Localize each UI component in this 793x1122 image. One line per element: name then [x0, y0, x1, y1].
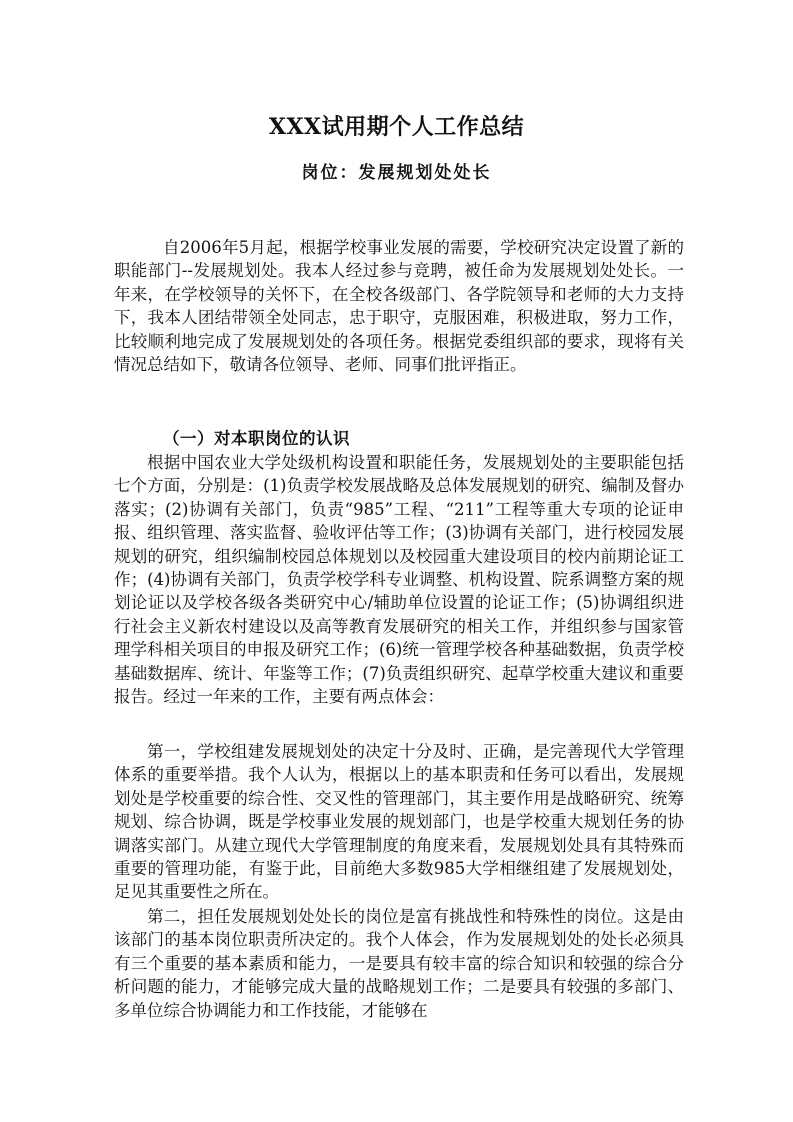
- document-title: XXX试用期个人工作总结: [268, 114, 525, 140]
- body-paragraph-first-point: 第一，学校组建发展规划处的决定十分及时、正确，是完善现代大学管理体系的重要举措。我个人认为，根据以上的基本职责和任务可以看出，发展规划处是学校重要的综合性、交叉性的管理部门，其主要作用是战略研究、统筹规划、综合协调，既是学校事业发展的规划部门，也是学校重大规划任务的协调落实部门。从建立现代大学管理制度的角度来看，发展规划处具有其特殊而重要的管理功能，有鉴于此，目前绝大多数985大学相继组建了发展规划处，足见其重要性之所在。: [114, 742, 684, 902]
- body-paragraph-second-point: 第二，担任发展规划处处长的岗位是富有挑战性和特殊性的岗位。这是由该部门的基本岗位职责所决定的。我个人体会，作为发展规划处的处长必须具有三个重要的基本素质和能力，一是要具有较丰富的综合知识和较强的综合分析问题的能力，才能够完成大量的战略规划工作；二是要具有较强的多部门、多单位综合协调能力和工作技能，才能够在: [114, 907, 684, 1020]
- intro-paragraph: 自2006年5月起，根据学校事业发展的需要，学校研究决定设置了新的职能部门--发展规划处。我本人经过参与竞聘，被任命为发展规划处处长。一年来，在学校领导的关怀下，在全校各级部门、各学院领导和老师的大力支持下，我本人团结带领全处同志，忠于职守，克服困难，积极进取，努力工作，比较顺利地完成了发展规划处的各项任务。根据党委组织部的要求，现将有关情况总结如下，敬请各位领导、老师、同事们批评指正。: [114, 238, 684, 375]
- document-subtitle: 岗位：发展规划处处长: [301, 163, 492, 183]
- body-paragraph-duties: 根据中国农业大学处级机构设置和职能任务，发展规划处的主要职能包括七个方面，分别是：(1)负责学校发展战略及总体发展规划的研究、编制及督办落实；(2)协调有关部门，负责“985”工程、“211”工程等重大专项的论证申报、组织管理、落实监督、验收评估等工作；(3)协调有关部门，进行校园发展规划的研究，组织编制校园总体规划以及校园重大建设项目的校内前期论证工作；(4)协调有关部门，负责学校学科专业调整、机构设置、院系调整方案的规划论证以及学校各级各类研究中心/辅助单位设置的论证工作；(5)协调组织进行社会主义新农村建设以及高等教育发展研究的相关工作，并组织参与国家管理学科相关项目的申报及研究工作；(6)统一管理学校各种基础数据，负责学校基础数据库、统计、年鉴等工作；(7)负责组织研究、起草学校重大建议和重要报告。经过一年来的工作，主要有两点体会：: [114, 453, 684, 707]
- section-heading: （一）对本职岗位的认识: [163, 429, 350, 448]
